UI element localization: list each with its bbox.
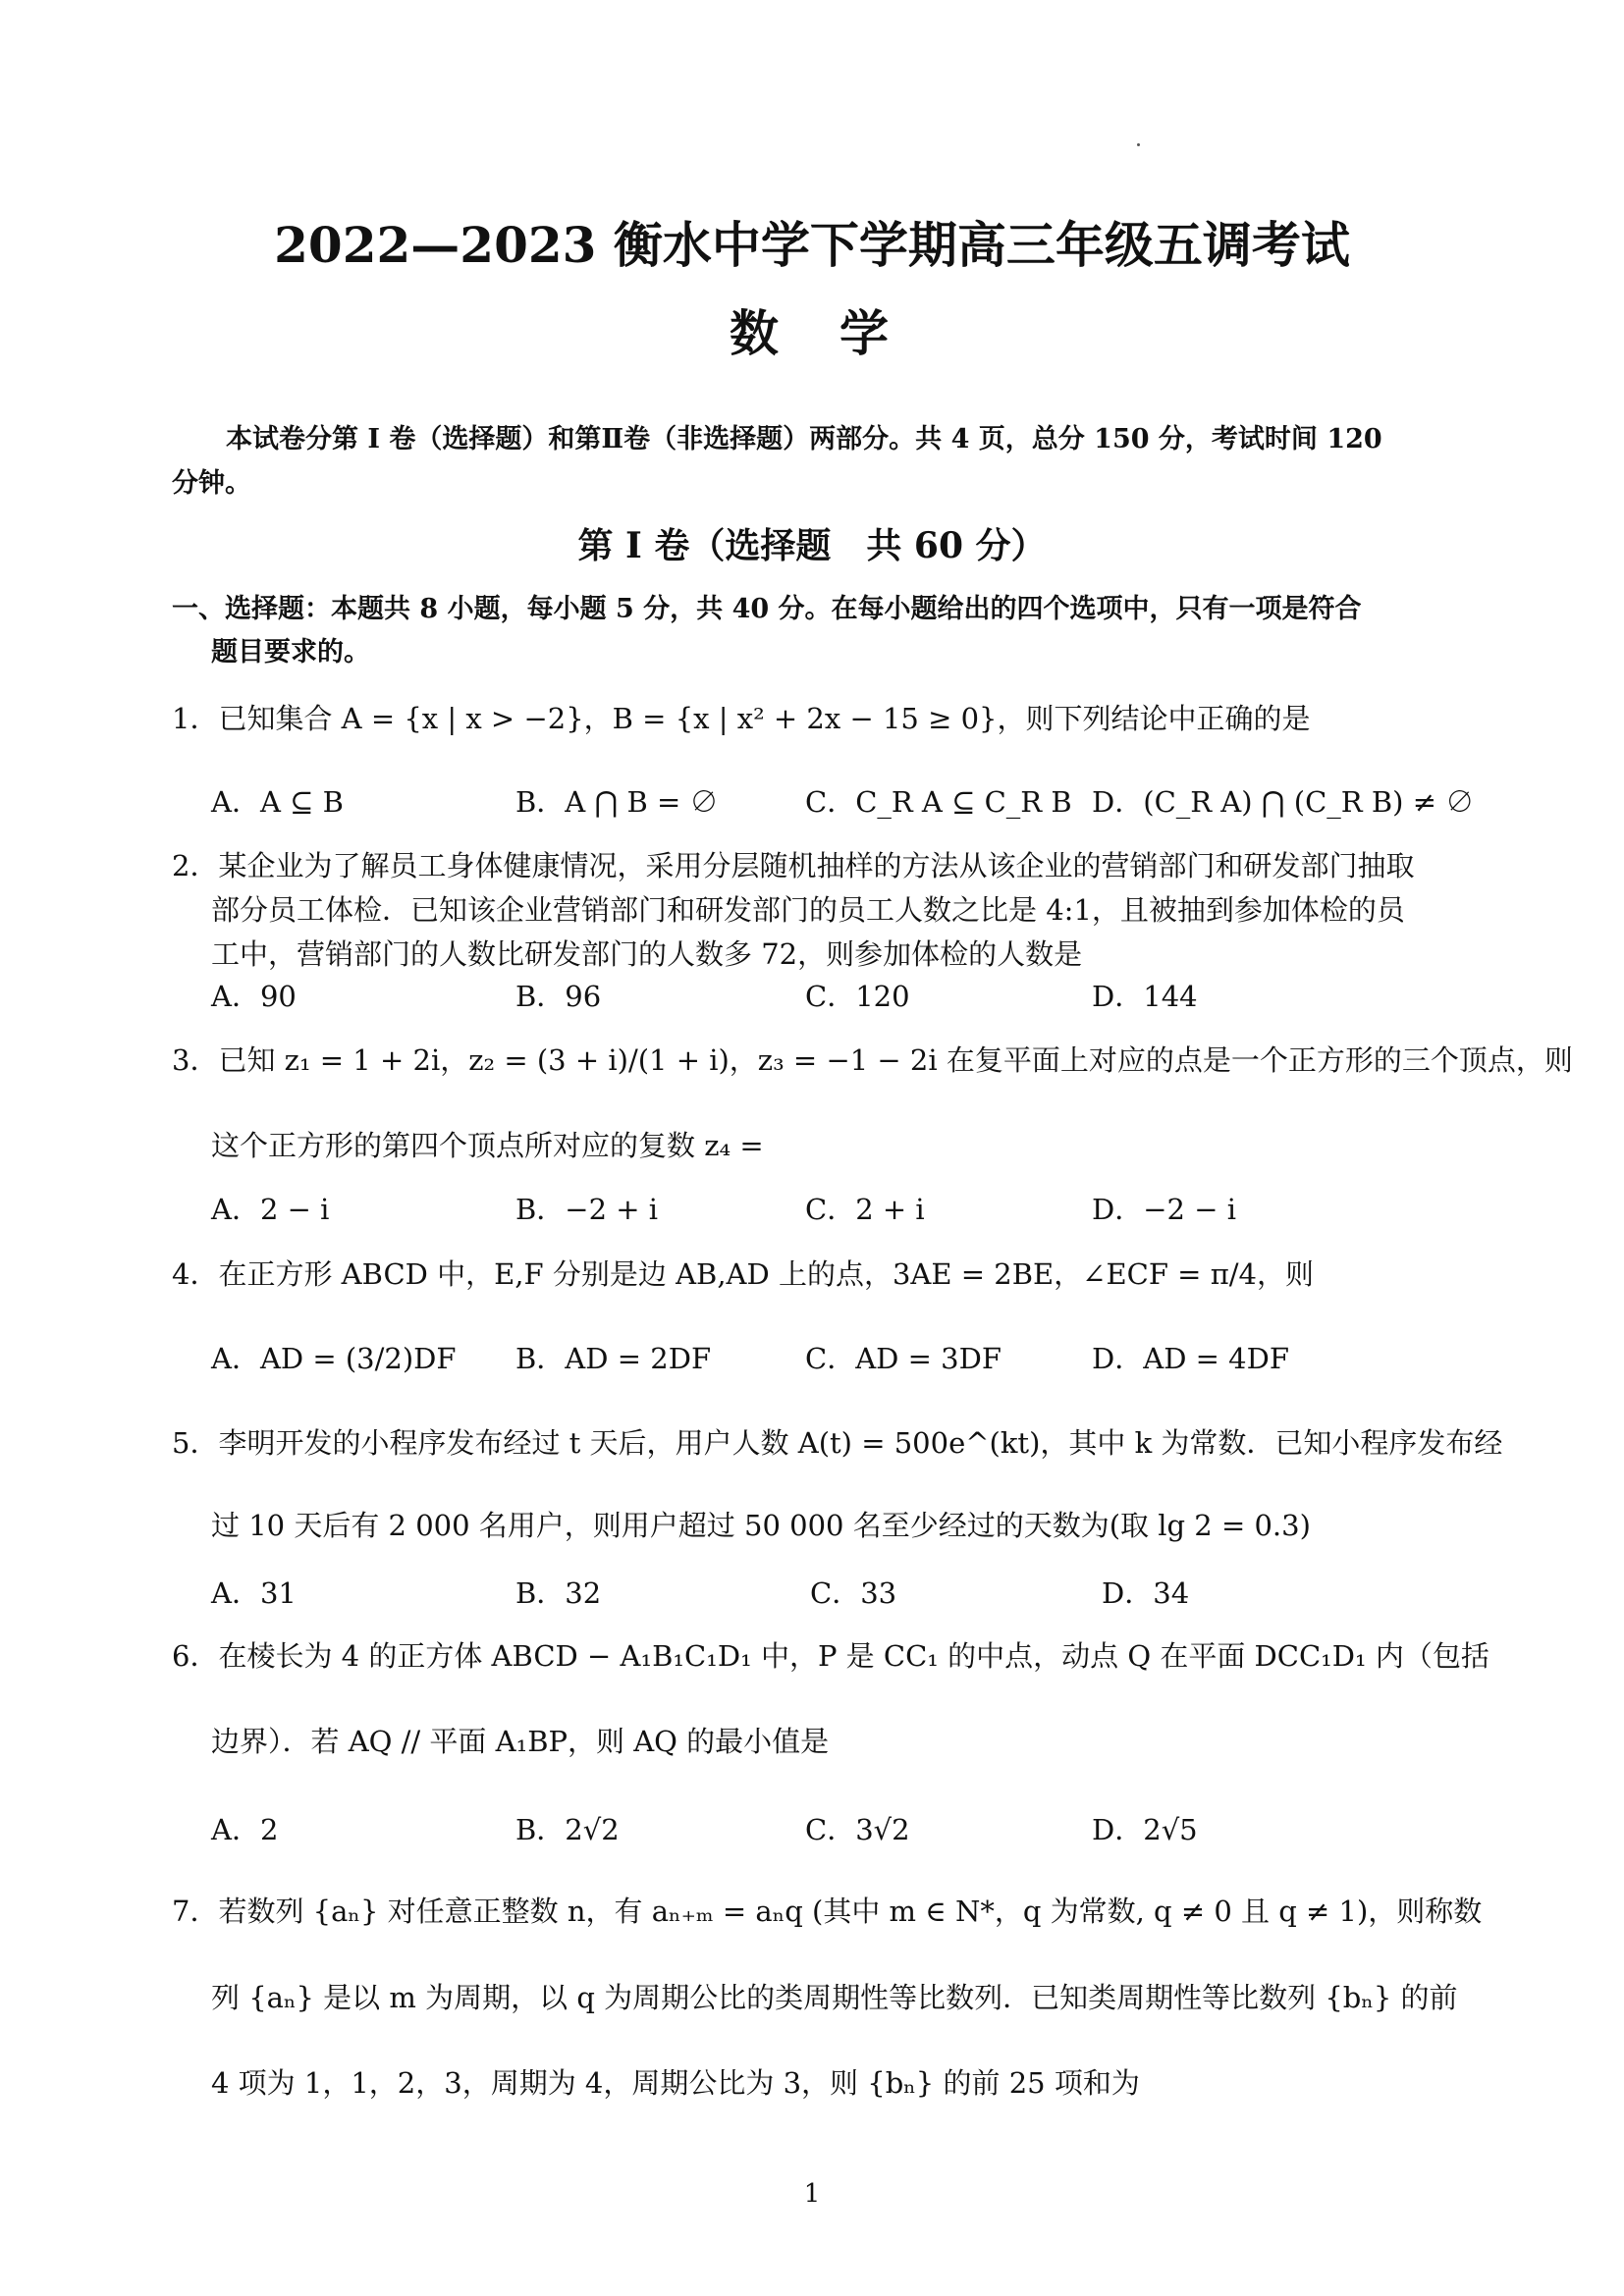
q4-option-b: B．AD = 2DF	[515, 1342, 712, 1375]
section1-line-1: 一、选择题：本题共 8 小题，每小题 5 分，共 40 分。在每小题给出的四个选项中，只有一项是符合	[172, 594, 1362, 624]
q2-option-a: A．90	[211, 980, 297, 1013]
q6-option-a: A．2	[211, 1813, 279, 1846]
intro-line-2: 分钟。	[172, 468, 251, 499]
q3-option-d: D．−2 − i	[1092, 1193, 1237, 1226]
part1-heading: 第 I 卷（选择题 共 60 分）	[577, 525, 1047, 566]
q5-option-c: C．33	[810, 1576, 897, 1610]
q5-option-a: A．31	[211, 1576, 297, 1610]
q4-option-d: D．AD = 4DF	[1092, 1342, 1290, 1375]
q3-line-1: 3．已知 z₁ = 1 + 2i，z₂ = (3 + i)/(1 + i)，z₃ = −1 − 2i 在复平面上对应的点是一个正方形的三个顶点，则	[172, 1043, 1573, 1077]
q2-line-3: 工中，营销部门的人数比研发部门的人数多 72，则参加体检的人数是	[211, 937, 1083, 971]
q6-line-2: 边界）．若 AQ // 平面 A₁BP，则 AQ 的最小值是	[211, 1725, 830, 1758]
q4-stem: 4．在正方形 ABCD 中，E,F 分别是边 AB,AD 上的点，3AE = 2BE，∠ECF = π/4，则	[172, 1257, 1314, 1291]
q2-option-c: C．120	[805, 980, 910, 1013]
q1-option-b: B．A ⋂ B = ∅	[515, 785, 719, 819]
q6-option-c: C．3√2	[805, 1813, 910, 1846]
q3-option-a: A．2 − i	[211, 1193, 330, 1226]
q5-option-b: B．32	[515, 1576, 602, 1610]
q5-line-2: 过 10 天后有 2 000 名用户，则用户超过 50 000 名至少经过的天数为(取 lg 2 = 0.3)	[211, 1509, 1311, 1542]
q1-stem: 1．已知集合 A = {x | x > −2}，B = {x | x² + 2x − 15 ≥ 0}，则下列结论中正确的是	[172, 702, 1311, 735]
q3-option-c: C．2 + i	[805, 1193, 925, 1226]
q7-line-3: 4 项为 1，1，2，3，周期为 4，周期公比为 3，则 {bₙ} 的前 25 项和为	[211, 2066, 1140, 2100]
q3-option-b: B．−2 + i	[515, 1193, 659, 1226]
q4-option-a: A．AD = (3/2)DF	[211, 1342, 457, 1375]
q1-option-a: A．A ⊆ B	[211, 785, 344, 819]
q4-option-c: C．AD = 3DF	[805, 1342, 1001, 1375]
q5-line-1: 5．李明开发的小程序发布经过 t 天后，用户人数 A(t) = 500e^(kt)，其中 k 为常数．已知小程序发布经	[172, 1426, 1503, 1460]
q7-line-1: 7．若数列 {aₙ} 对任意正整数 n，有 aₙ₊ₘ = aₙq (其中 m ∈ N*，q 为常数, q ≠ 0 且 q ≠ 1)，则称数	[172, 1895, 1483, 1928]
q5-option-d: D．34	[1102, 1576, 1190, 1610]
section1-line-2: 题目要求的。	[211, 637, 370, 667]
q3-line-2: 这个正方形的第四个顶点所对应的复数 z₄ =	[211, 1129, 764, 1162]
q2-option-d: D．144	[1092, 980, 1198, 1013]
page-number: 1	[803, 2179, 821, 2209]
q7-line-2: 列 {aₙ} 是以 m 为周期，以 q 为周期公比的类周期性等比数列．已知类周期性等比数列 {bₙ} 的前	[211, 1981, 1458, 2014]
q6-option-d: D．2√5	[1092, 1813, 1198, 1846]
q1-option-d: D．(C_R A) ⋂ (C_R B) ≠ ∅	[1092, 785, 1475, 819]
q1-option-c: C．C_R A ⊆ C_R B	[805, 785, 1072, 819]
q6-line-1: 6．在棱长为 4 的正方体 ABCD − A₁B₁C₁D₁ 中，P 是 CC₁ 的中点，动点 Q 在平面 DCC₁D₁ 内（包括	[172, 1639, 1489, 1673]
q6-option-b: B．2√2	[515, 1813, 620, 1846]
q2-line-2: 部分员工体检．已知该企业营销部门和研发部门的员工人数之比是 4:1，且被抽到参加体检的员	[211, 893, 1405, 927]
q2-option-b: B．96	[515, 980, 602, 1013]
intro-line-1: 本试卷分第 I 卷（选择题）和第Ⅱ卷（非选择题）两部分。共 4 页，总分 150 分，考试时间 120	[226, 424, 1382, 454]
scan-dot	[1137, 143, 1140, 146]
exam-title: 2022—2023 衡水中学下学期高三年级五调考试	[274, 216, 1350, 274]
q2-line-1: 2．某企业为了解员工身体健康情况，采用分层随机抽样的方法从该企业的营销部门和研发部门抽取	[172, 849, 1415, 882]
subject-title: 数 学	[730, 304, 894, 362]
